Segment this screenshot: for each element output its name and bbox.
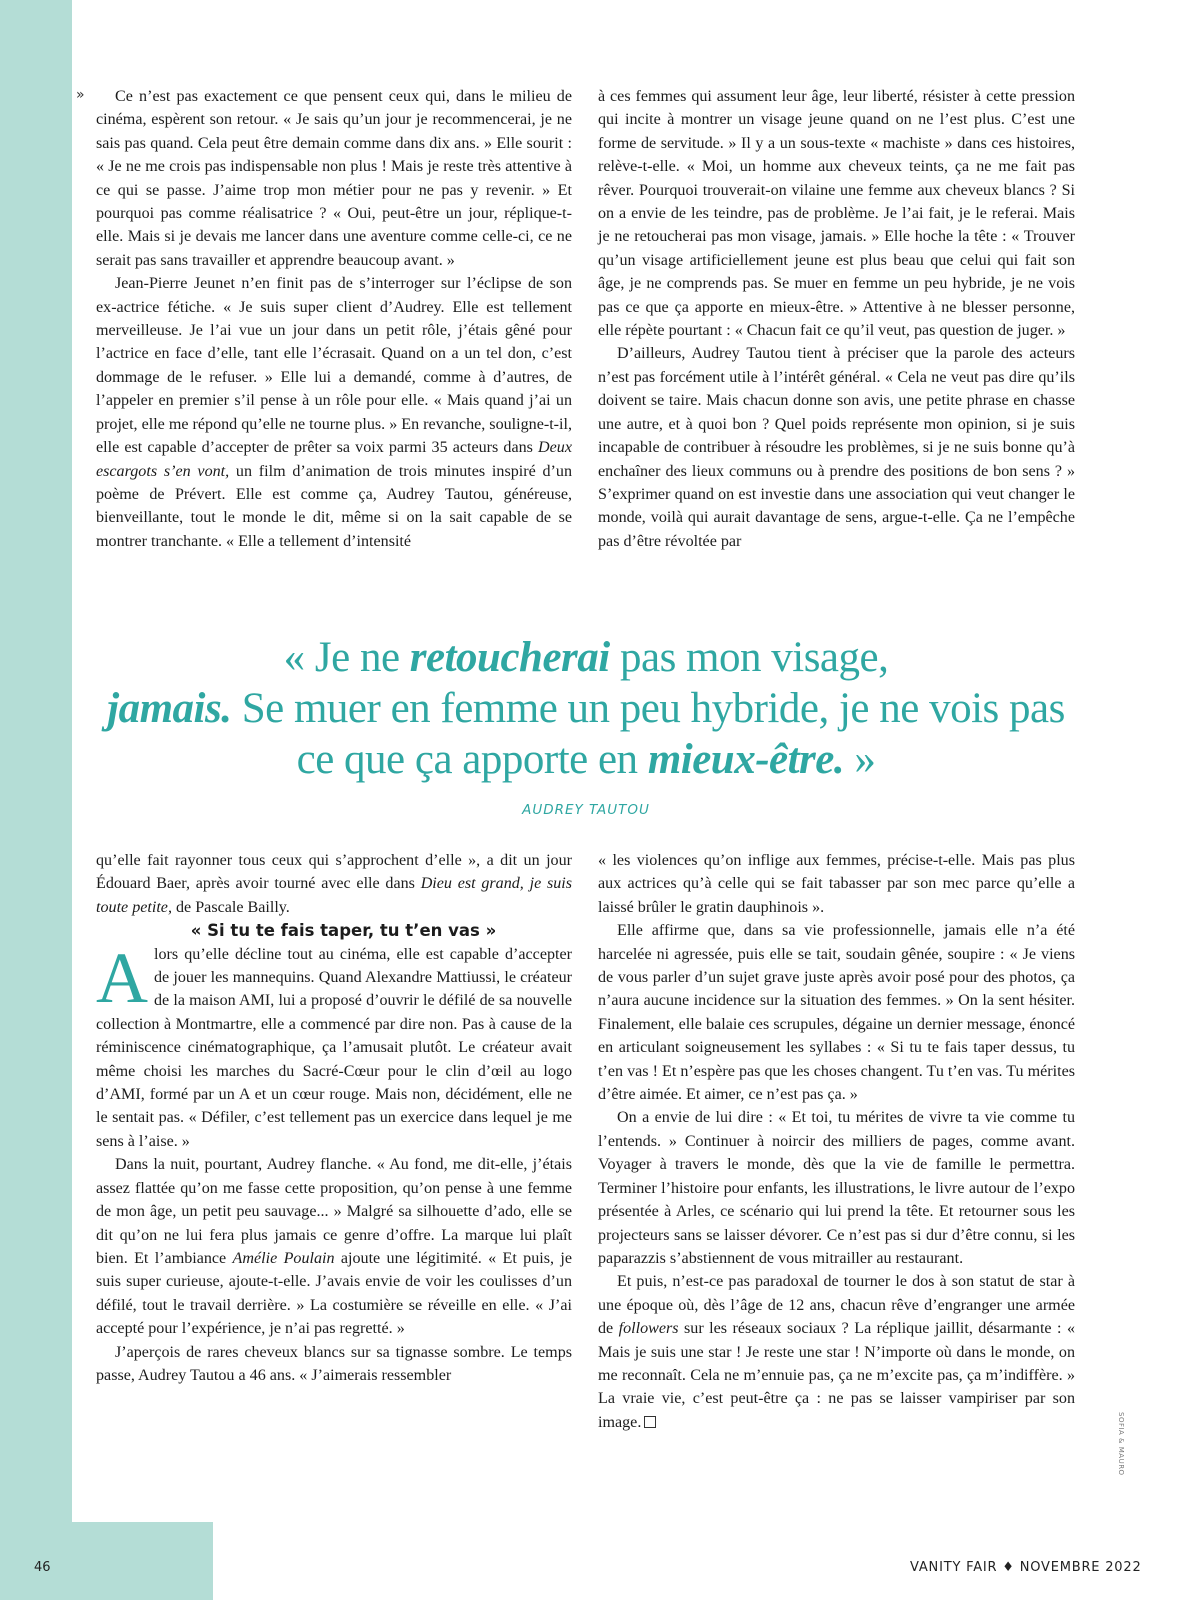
paragraph: Dans la nuit, pourtant, Audrey flanche. « Au fond, me dit-elle, j’étais assez flattée qu’on me fasse cette proposition, qu’on pense à une femme de mon âge, un petit peu sauvage... » Malgré sa silhouette d’ado, elle se dit qu’on ne lui fera plus jamais ce genre d’offre. La marque lui plaît bien. Et l’ambiance Amélie Poulain ajoute une légitimité. « Et puis, je suis super curieuse, ajoute-t-elle. J’avais envie de voir les coulisses d’un défilé, tout le travail derrière. » La costumière se réveille en elle. « J’ai accepté pour l’expérience, je n’ai pas regretté. » [96,1156,572,1338]
paragraph: Elle affirme que, dans sa vie professionnelle, jamais elle n’a été harcelée ni agressée, puis elle se tait, soudain gênée, soupire : « Je viens de vous parler d’un sujet grave juste après avoir posé pour des photos, ça n’aura aucune incidence sur la situation des femmes. » On la sent hésiter. Finalement, elle balaie ces scrupules, dégaine un dernier message, énoncé en articulant soigneusement les syllabes : « Si tu te fais taper dessus, tu t’en vas ! Et n’espère pas que les choses changent. Tu t’en vas. Tu mérites d’être aimée. Et aimer, ce n’est pas ça. » [598,922,1075,1104]
paragraph: à ces femmes qui assument leur âge, leur liberté, résister à cette pression qui incite à montrer un visage jeune quand on ne l’est plus. C’est une forme de servitude. » Il y a un sous-texte « machiste » dans ces histoires, relève-t-elle. « Moi, un homme aux cheveux teints, ça ne me fait pas rêver. Pourquoi trouverait-on vilaine une femme aux cheveux blancs ? Si on a envie de les teindre, pas de problème. Je l’ai fait, je le referai. Mais je ne retoucherai pas mon visage, jamais. » Elle hoche la tête : « Trouver qu’un visage artificiellement jeune est plus beau que celui qui fait son âge, je ne comprends pas. Se muer en femme un peu hybride, je ne vois pas ce que ça apporte en mieux-être. » Attentive à ne blesser personne, elle répète pourtant : « Chacun fait ce qu’il veut, pas question de juger. » [598,88,1075,340]
pull-quote-author: AUDREY TAUTOU [522,802,650,818]
article-column-4 [598,849,1075,1434]
film-title: Dieu est grand, je suis toute petite, [96,875,573,916]
paragraph: « les violences qu’on inflige aux femmes, précise-t-elle. Mais pas plus aux actrices qu’à celle qui se fait tabasser par son mec parce qu’elle a laissé brûler le gratin dauphinois ». [598,852,1075,916]
pull-quote: « Je ne retoucherai pas mon visage, jamais. Se muer en femme un peu hybride, je ne vois pas ce que ça apporte en mieux-être. » [107,634,1065,783]
article-column-2 [598,85,1075,553]
paragraph: On a envie de lui dire : « Et toi, tu mérites de vivre ta vie comme tu l’entends. » Continuer à noircir des milliers de pages, comme avant. Voyager à travers le monde, dès que la vie de famille le permettra. Terminer l’histoire pour enfants, les illustrations, le livre autour de l’expo présentée à Arles, ce scénario qui lui prend la tête. Et retourner sous les projecteurs sans se laisser dévorer. Ce n’est pas si dur d’être connu, si les paparazzis s’abstiennent de vous mitrailler au restaurant. [598,1109,1075,1267]
film-title: Amélie Poulain [232,1249,335,1267]
paragraph: Alors qu’elle décline tout au cinéma, elle est capable d’accepter de jouer les mannequins. Quand Alexandre Mattiussi, le créateur de la maison AMI, lui a proposé d’ouvrir le défilé de sa nouvelle collection à Montmartre, elle a commencé par dire non. Pas à cause de la réminiscence cinématographique, ça l’amusait plutôt. Le créateur avait même choisi les marches du Sacré-Cœur pour le clin d’œil au logo d’AMI, formé par un A et un cœur rouge. Mais non, décidément, elle ne le sentait pas. « Défiler, c’est tellement pas un exercice dans lequel je me sens à l’aise. » [96,937,572,1150]
paragraph: J’aperçois de rares cheveux blancs sur sa tignasse sombre. Le temps passe, Audrey Tautou a 46 ans. « J’aimerais ressembler [96,1343,572,1384]
double-arrow-icon: » [76,87,85,103]
article-column-3 [96,849,572,1387]
film-title: Deux escargots s’en vont, [96,439,572,480]
magazine-footer: VANITY FAIR ♦ NOVEMBRE 2022 [910,1560,1142,1575]
drop-cap: A [96,937,148,1018]
end-square-icon [644,1416,656,1428]
photo-credit: SOFIA & MAURO [1117,1412,1125,1476]
paragraph: Ce n’est pas exactement ce que pensent ceux qui, dans le milieu de cinéma, espèrent son retour. « Je sais qu’un jour je recommencerai, je ne sais pas quand. Cela peut être demain comme dans dix ans. » Elle sourit : « Je ne me crois pas indispensable non plus ! Mais je reste très attentive à ce qui se passe. J’aime trop mon métier pour ne pas y revenir. » Et pourquoi pas comme réalisatrice ? « Oui, peut-être un jour, réplique-t-elle. Mais si je devais me lancer dans une aventure comme celle-ci, ce ne serait pas sans travailler et apprendre beaucoup avant. » [96,88,572,269]
paragraph: Et puis, n’est-ce pas paradoxal de tourner le dos à son statut de star à une époque où, dès l’âge de 12 ans, chacun rêve d’engranger une armée de followers sur les réseaux sociaux ? La réplique jaillit, désarmante : « Mais je suis une star ! Je reste une star ! N’importe où dans le monde, on me reconnaît. Cela ne m’ennuie pas, ça ne m’excite pas, ça m’indiffère. » La vraie vie, c’est peut-être ça : ne pas se laisser vampiriser par son image. [598,1273,1075,1431]
paragraph: Jean-Pierre Jeunet n’en finit pas de s’interroger sur l’éclipse de son ex-actrice fétiche. « Je suis super client d’Audrey. Elle est tellement merveilleuse. Je l’ai vue un jour dans un petit rôle, j’étais gêné pour l’actrice en face d’elle, tant elle l’écrasait. Quand on a un tel don, c’est dommage de le refuser. » Elle lui a demandé, comme à d’autres, de l’appeler en premier s’il pense à un rôle pour elle. « Mais quand j’ai un projet, elle me répond qu’elle ne tourne plus. » En revanche, souligne-t-il, elle est capable d’accepter de prêter sa voix parmi 35 acteurs dans Deux escargots s’en vont, un film d’animation de trois minutes inspiré d’un poème de Prévert. Elle est comme ça, Audrey Tautou, généreuse, bienveillante, tout le monde le dit, même si on la sait capable de se montrer tranchante. « Elle a tellement d’intensité [96,275,572,550]
section-subhead: « Si tu te fais taper, tu t’en vas » [190,921,497,941]
paragraph: D’ailleurs, Audrey Tautou tient à préciser que la parole des acteurs n’est pas forcément utile à l’intérêt général. « Cela ne veut pas dire qu’ils doivent se taire. Mais chacun donne son avis, une petite phrase en chasse une autre, et à quoi bon ? Quel poids représente mon opinion, si je suis incapable de contribuer à résoudre les problèmes, si je ne suis bonne qu’à enchaîner des lieux communs ou à prendre des positions de bon sens ? » S’exprimer quand on est investie dans une association qui veut changer le monde, voilà qui aurait davantage de sens, argue-t-elle. Ça ne l’empêche pas d’être révoltée par [598,345,1075,550]
paragraph: qu’elle fait rayonner tous ceux qui s’approchent d’elle », a dit un jour Édouard Baer, après avoir tourné avec elle dans Dieu est grand, je suis toute petite, de Pascale Bailly. [96,852,573,916]
page-number: 46 [34,1560,51,1575]
article-column-1 [96,85,572,553]
